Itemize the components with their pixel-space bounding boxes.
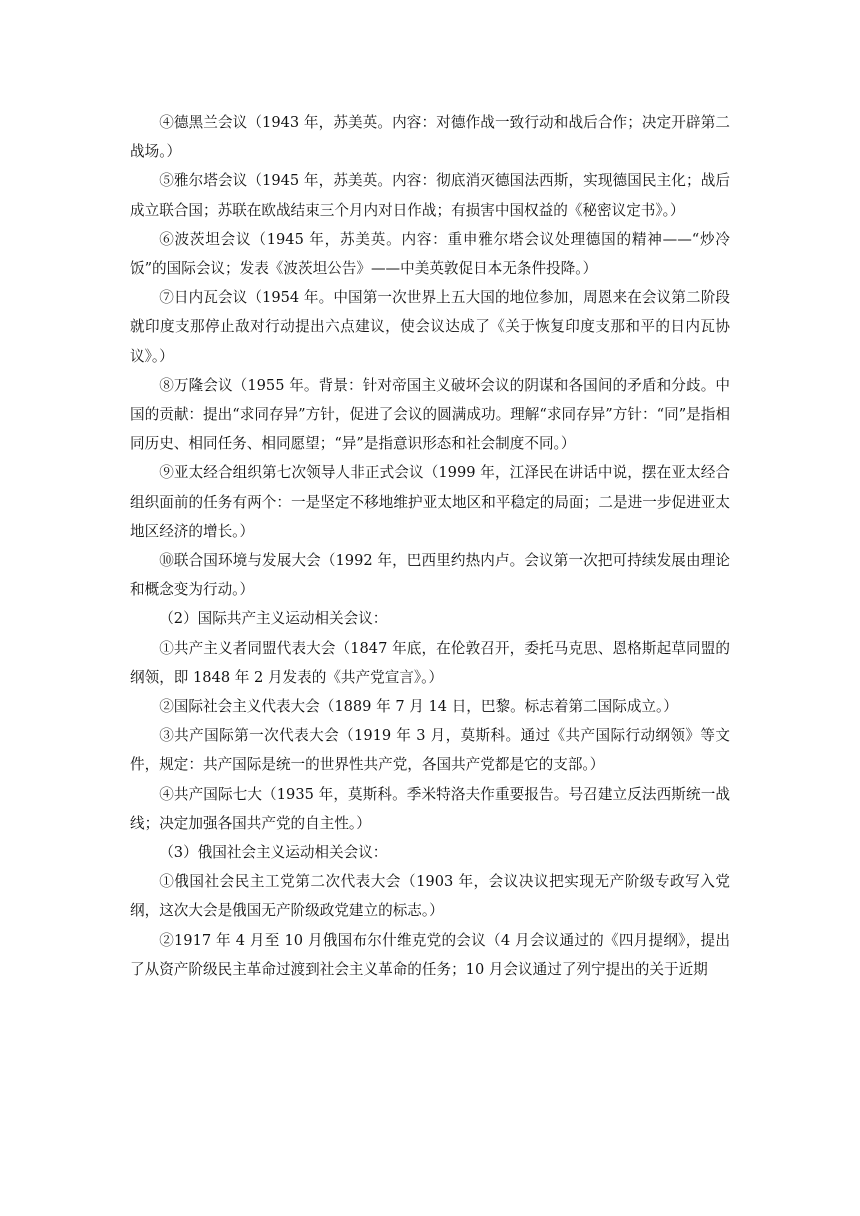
- paragraph-un-environment-conference: ⑩联合国环境与发展大会（1992 年，巴西里约热内卢。会议第一次把可持续发展由理论和概念变为行动。）: [130, 552, 730, 599]
- paragraph-communist-league: ①共产主义者同盟代表大会（1847 年底，在伦敦召开，委托马克思、恩格斯起草同盟的纲领，即 1848 年 2 月发表的《共产党宣言》。）: [130, 639, 730, 686]
- paragraph-potsdam-conference: ⑥波茨坦会议（1945 年，苏美英。内容：重申雅尔塔会议处理德国的精神——“炒冷饭”的国际会议；发表《波茨坦公告》——中美英敦促日本无条件投降。）: [130, 230, 730, 278]
- paragraph-bolshevik-1917-meetings: ②1917 年 4 月至 10 月俄国布尔什维克党的会议（4 月会议通过的《四月提纲》，提出了从资产阶级民主革命过渡到社会主义革命的任务；10 月会议通过了列宁提出的关于近期: [130, 931, 730, 978]
- section-heading-russian-movement: （3）俄国社会主义运动相关会议：: [159, 844, 388, 862]
- paragraph-rsdlp-second-congress: ①俄国社会民主工党第二次代表大会（1903 年，会议决议把实现无产阶级专政写入党纲，这次大会是俄国无产阶级政党建立的标志。）: [130, 873, 730, 920]
- paragraph-comintern-first-congress: ③共产国际第一次代表大会（1919 年 3 月，莫斯科。通过《共产国际行动纲领》等文件，规定：共产国际是统一的世界性共产党，各国共产党都是它的支部。）: [130, 727, 730, 774]
- paragraph-second-international: ②国际社会主义代表大会（1889 年 7 月 14 日，巴黎。标志着第二国际成立。）: [159, 698, 678, 716]
- paragraph-comintern-seventh-congress: ④共产国际七大（1935 年，莫斯科。季米特洛夫作重要报告。号召建立反法西斯统一战线；决定加强各国共产党的自主性。）: [130, 785, 730, 832]
- section-heading-communist-movement: （2）国际共产主义运动相关会议：: [159, 610, 388, 628]
- paragraph-tehran-conference: ④德黑兰会议（1943 年，苏美英。内容：对德作战一致行动和战后合作；决定开辟第二战场。）: [130, 114, 730, 161]
- document-body: [130, 108, 730, 984]
- paragraph-bandung-conference: ⑧万隆会议（1955 年。背景：针对帝国主义破坏会议的阴谋和各国间的矛盾和分歧。中国的贡献：提出“求同存异”方针，促进了会议的圆满成功。理解“求同存异”方针：“同”是指相同历史、相同任务、相同愿望；“异”是指意识形态和社会制度不同。）: [130, 376, 730, 453]
- paragraph-geneva-conference: ⑦日内瓦会议（1954 年。中国第一次世界上五大国的地位参加，周恩来在会议第二阶段就印度支那停止敌对行动提出六点建议，使会议达成了《关于恢复印度支那和平的日内瓦协议》。）: [130, 289, 730, 365]
- paragraph-yalta-conference: ⑤雅尔塔会议（1945 年，苏美英。内容：彻底消灭德国法西斯，实现德国民主化；战后成立联合国；苏联在欧战结束三个月内对日作战；有损害中国权益的《秘密议定书》。）: [130, 172, 730, 219]
- paragraph-apec-meeting: ⑨亚太经合组织第七次领导人非正式会议（1999 年，江泽民在讲话中说，摆在亚太经合组织面前的任务有两个：一是坚定不移地维护亚太地区和平稳定的局面；二是进一步促进亚太地区经济的增长。）: [130, 464, 730, 540]
